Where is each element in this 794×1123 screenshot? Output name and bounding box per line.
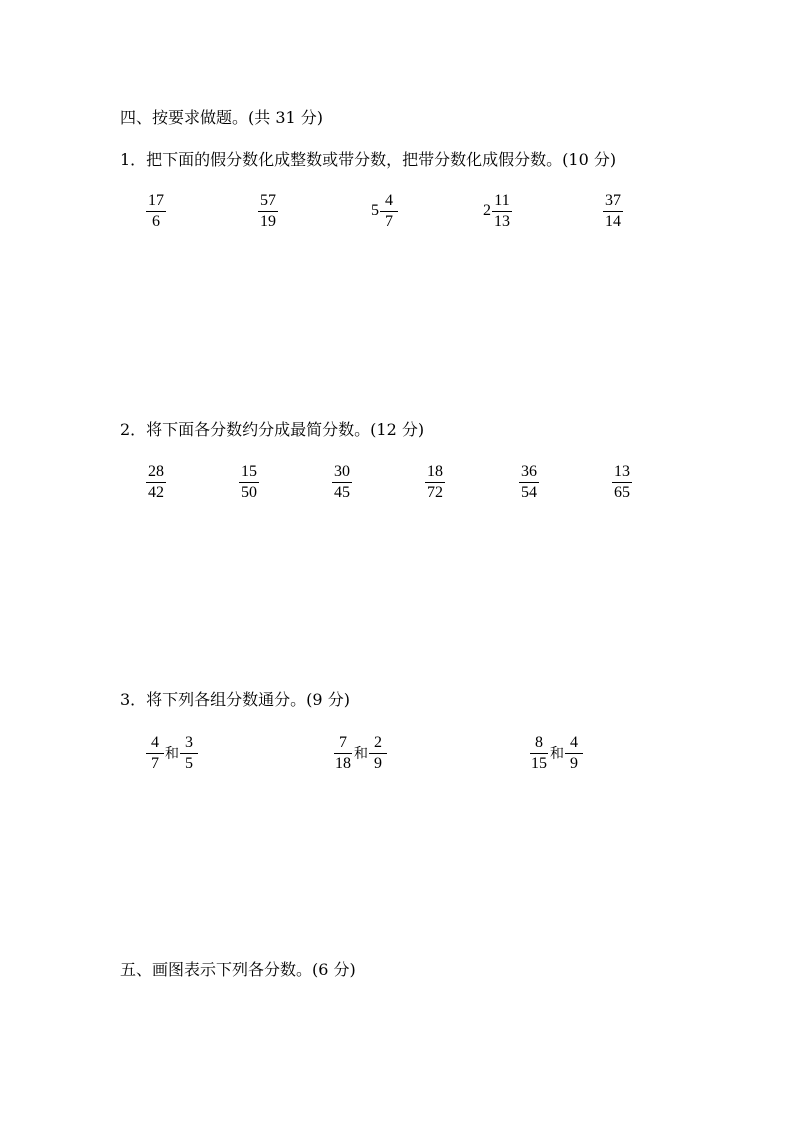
- section-5-title: 五、画图表示下列各分数。(6 分): [120, 960, 356, 979]
- numerator: 18: [425, 462, 445, 483]
- numerator: 57: [258, 191, 278, 212]
- fraction: [612, 462, 632, 503]
- fraction: [332, 462, 352, 503]
- denominator: 45: [334, 483, 350, 501]
- fraction: [603, 191, 623, 232]
- denominator: 18: [335, 754, 351, 772]
- question-2-prompt: 2．将下面各分数约分成最简分数。(12 分): [120, 420, 425, 439]
- fraction-b: [565, 733, 583, 774]
- question-3-prompt: 3．将下列各组分数通分。(9 分): [120, 690, 350, 709]
- fraction-b: [369, 733, 387, 774]
- denominator: 54: [521, 483, 537, 501]
- numerator: 4: [146, 733, 164, 754]
- numerator: 2: [369, 733, 387, 754]
- section-4-title: 四、按要求做题。(共 31 分): [120, 108, 324, 127]
- numerator: 13: [612, 462, 632, 483]
- q3-group-2: [333, 728, 387, 778]
- q1-fraction-5: [603, 186, 623, 236]
- numerator: 15: [239, 462, 259, 483]
- fraction-a: [146, 733, 164, 774]
- denominator: 6: [152, 212, 160, 230]
- fraction: [239, 462, 259, 503]
- denominator: 13: [494, 212, 510, 230]
- denominator: 7: [385, 212, 393, 230]
- q2-fraction-1: [146, 457, 166, 507]
- q3-group-3: [529, 728, 583, 778]
- conjunction: 和: [165, 746, 179, 762]
- fraction: [380, 191, 398, 232]
- fraction: [492, 191, 512, 232]
- conjunction: 和: [354, 746, 368, 762]
- q2-fraction-4: [425, 457, 445, 507]
- fraction-a: [333, 733, 353, 774]
- denominator: 65: [614, 483, 630, 501]
- denominator: 42: [148, 483, 164, 501]
- numerator: 7: [334, 733, 352, 754]
- numerator: 8: [530, 733, 548, 754]
- q3-group-1: [146, 728, 198, 778]
- denominator: 50: [241, 483, 257, 501]
- numerator: 4: [565, 733, 583, 754]
- fraction: [258, 191, 278, 232]
- q2-fraction-2: [239, 457, 259, 507]
- q2-fraction-3: [332, 457, 352, 507]
- q1-fraction-1: [146, 186, 166, 236]
- denominator: 72: [427, 483, 443, 501]
- q1-mixed-number-1: [371, 186, 398, 236]
- fraction: [519, 462, 539, 503]
- fraction: [146, 462, 166, 503]
- conjunction: 和: [550, 746, 564, 762]
- q2-fraction-5: [519, 457, 539, 507]
- denominator: 5: [185, 754, 193, 772]
- whole-part: 2: [483, 202, 491, 219]
- fraction-a: [529, 733, 549, 774]
- numerator: 17: [146, 191, 166, 212]
- numerator: 30: [332, 462, 352, 483]
- numerator: 28: [146, 462, 166, 483]
- fraction: [146, 191, 166, 232]
- denominator: 15: [531, 754, 547, 772]
- q2-fraction-6: [612, 457, 632, 507]
- numerator: 37: [603, 191, 623, 212]
- whole-part: 5: [371, 202, 379, 219]
- question-1-prompt: 1．把下面的假分数化成整数或带分数，把带分数化成假分数。(10 分): [120, 150, 617, 169]
- denominator: 14: [605, 212, 621, 230]
- numerator: 3: [180, 733, 198, 754]
- q1-mixed-number-2: [483, 186, 512, 236]
- numerator: 36: [519, 462, 539, 483]
- denominator: 9: [570, 754, 578, 772]
- fraction-b: [180, 733, 198, 774]
- denominator: 19: [260, 212, 276, 230]
- denominator: 7: [151, 754, 159, 772]
- denominator: 9: [374, 754, 382, 772]
- numerator: 11: [492, 191, 511, 212]
- q1-fraction-2: [258, 186, 278, 236]
- fraction: [425, 462, 445, 503]
- numerator: 4: [380, 191, 398, 212]
